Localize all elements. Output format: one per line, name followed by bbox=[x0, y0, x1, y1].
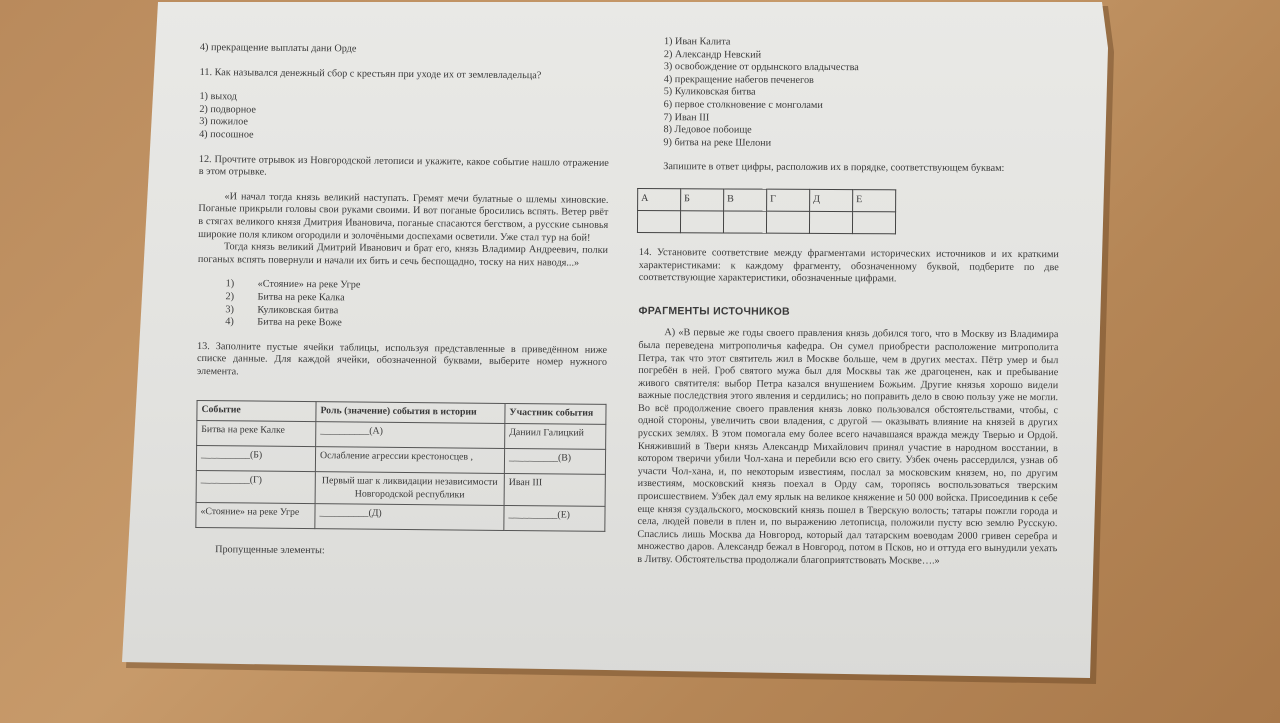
answer-table bbox=[637, 188, 896, 234]
q10-tail: 4) прекращение выплаты дани Орде bbox=[199, 42, 357, 55]
table-cell: Даниил Галицкий bbox=[505, 424, 606, 450]
answer-letter: Д bbox=[810, 189, 853, 211]
q12-option: 3) Куликовская битва bbox=[225, 303, 339, 316]
table-cell: __________(Б) bbox=[196, 446, 315, 472]
q11-option: 1) выход bbox=[199, 91, 237, 103]
table-header: Роль (значение) события в истории bbox=[316, 402, 505, 423]
answer-cell[interactable] bbox=[637, 210, 680, 232]
answer-letters-row bbox=[638, 188, 896, 211]
table-cell: Битва на реке Калке bbox=[197, 421, 316, 447]
list-item: 4) прекращение набегов печенегов bbox=[663, 73, 814, 86]
table-cell: __________(В) bbox=[504, 449, 605, 475]
q11-question: 11. Как назывался денежный сбор с крестьян при уходе их от землевладельца? bbox=[199, 66, 542, 81]
q11-option: 2) подворное bbox=[199, 103, 256, 116]
q12-quote-2: Тогда князь великий Дмитрий Иванович и брат его, князь Владимир Андреевич, полки поганых вспять повернули и начали их бить и сечь беспощадно, тоску на них наводя...» bbox=[197, 241, 609, 269]
table-cell: «Стояние» на реке Угре bbox=[196, 503, 315, 529]
table-cell: __________(А) bbox=[316, 422, 505, 449]
answer-cell[interactable] bbox=[852, 212, 895, 234]
table-row bbox=[196, 503, 605, 532]
answer-instruction: Запишите в ответ цифры, расположив их в порядке, соответствующем буквам: bbox=[663, 161, 1005, 175]
table-cell: Ослабление агрессии крестоносцев , bbox=[315, 447, 504, 474]
q11-options bbox=[199, 91, 609, 145]
list-item: 2) Александр Невский bbox=[663, 48, 762, 61]
q14-question: 14. Установите соответствие между фрагментами исторических источников и их краткими характеристиками: к каждому фрагменту, обозначенному буквой, подберите по две соответствующие характеристики, обозначенные цифрами. bbox=[638, 246, 1059, 285]
table-header: Событие bbox=[197, 401, 316, 422]
list-item: 5) Куликовская битва bbox=[663, 86, 756, 98]
list-item: 9) битва на реке Шелони bbox=[663, 136, 772, 149]
answer-cell[interactable] bbox=[680, 211, 723, 233]
q13-question: 13. Заполните пустые ячейки таблицы, используя представленные в приведённом ниже списке данные. Для каждой ячейки, обозначенной буквами, выберите номер нужного элемента. bbox=[196, 340, 608, 378]
missing-elements-label: Пропущенные элементы: bbox=[215, 544, 325, 557]
answer-letter: Б bbox=[681, 189, 724, 211]
right-column bbox=[637, 36, 1060, 569]
list-item: 6) первое столкновение с монголами bbox=[663, 99, 823, 111]
answer-letter: А bbox=[638, 188, 681, 210]
table-cell: Первый шаг к ликвидации независимости Новгородской республики bbox=[315, 472, 504, 506]
table-cell: __________(Г) bbox=[196, 471, 315, 504]
table-cell: __________(Е) bbox=[504, 506, 605, 532]
answer-letter: В bbox=[724, 189, 767, 211]
table-cell: Иван III bbox=[504, 474, 605, 507]
q12-option: 1) «Стояние» на реке Угре bbox=[225, 278, 361, 291]
q11-option: 3) пожилое bbox=[199, 116, 248, 128]
table-row bbox=[196, 446, 605, 475]
table-row bbox=[196, 471, 605, 507]
list-item: 1) Иван Калита bbox=[663, 36, 731, 48]
elements-list bbox=[639, 36, 1060, 152]
answer-cell[interactable] bbox=[809, 211, 852, 233]
answer-cell[interactable] bbox=[766, 211, 809, 233]
table-header: Участник события bbox=[505, 404, 606, 425]
list-item: 3) освобождение от ордынского владычества bbox=[663, 61, 859, 74]
q12-question: 12. Прочтите отрывок из Новгородской летописи и укажите, какое событие нашло отражение в этом отрывке. bbox=[198, 153, 609, 178]
q12-option: 4) Битва на реке Воже bbox=[225, 316, 342, 329]
answer-cell[interactable] bbox=[723, 211, 766, 233]
list-item: 8) Ледовое побоище bbox=[663, 124, 752, 136]
sources-heading: ФРАГМЕНТЫ ИСТОЧНИКОВ bbox=[638, 304, 790, 318]
q11-option: 4) посошное bbox=[199, 128, 254, 141]
answer-letter: Г bbox=[767, 189, 810, 211]
answer-letter: Е bbox=[853, 190, 896, 212]
q12-option: 2) Битва на реке Калка bbox=[225, 291, 345, 304]
q12-quote-1: «И начал тогда князь великий наступать. Гремят мечи булатные о шлемы хиновские. Поганые прикрыли головы свои руками своими. И вот поганые бросились вспять. Ветер рвёт в стягах великого князя Дмитрия Ивановича, поганые спасаются бегством, а русские сыновья широкие поля кликом огородили и золочёными доспехами осветили. Уже стал тур на бой! bbox=[198, 190, 609, 244]
table-cell: __________(Д) bbox=[315, 504, 504, 531]
answer-input-row bbox=[637, 210, 895, 233]
left-column bbox=[195, 42, 610, 561]
source-fragment-a: А) «В первые же годы своего правления князь добился того, что в Москву из Владимира была переведена митрополичья кафедра. Он сумел приобрести расположение митрополита Петра, так что этот святитель жил в Москве больше, чем в других местах. Пётр умер и был погребён в ней. Гроб святого мужа был для Москвы так же драгоценен, как и пребывание живого святителя: выбор Петра казался внушением Божьим. Другие князья хорошо видели важные последствия этого явления и сердились; но поправить дело в свою пользу уже не могли. Во всё продолжение своего правления князь ловко пользовался обстоятельствами, чтобы, с одной стороны, увеличить свои владения, с другой — оказывать влияние на князей в других русских землях. В этом помогала ему более всего начавшаяся вражда между Тверью и Ордой. Княживший в Твери князь Александр Михайлович принял участие в народном восстании, в котором тверичи убили Чол-хана и перебили всю его свиту. Узбек очень рассердился, узнав об участи Чол-хана, и, по некоторым известиям, послал за московским князем, но, по другим известиям, московский князь поехал в Орду сам, торопясь воспользоваться тверским происшествием. Узбек дал ему ярлык на великое княжение и 50 000 войска. Присоединив к себе еще князя суздальского, московский князь пошел в Тверскую волость; татары пожгли города и села, людей повели в плен и, по выражению летописца, положили пусту всю землю Русскую. Спаслись лишь Москва да Новгород, который дал татарским воеводам 2000 гривен серебра и множество даров. Александр бежал в Новгород, потом в Псков, но и оттуда его вынудили уехать в Литву. Обстоятельства продолжали благоприятствовать Москве….» bbox=[637, 327, 1059, 567]
list-item: 7) Иван III bbox=[663, 111, 710, 123]
events-table bbox=[195, 400, 606, 532]
table-row bbox=[197, 421, 606, 450]
q12-options bbox=[197, 278, 607, 332]
